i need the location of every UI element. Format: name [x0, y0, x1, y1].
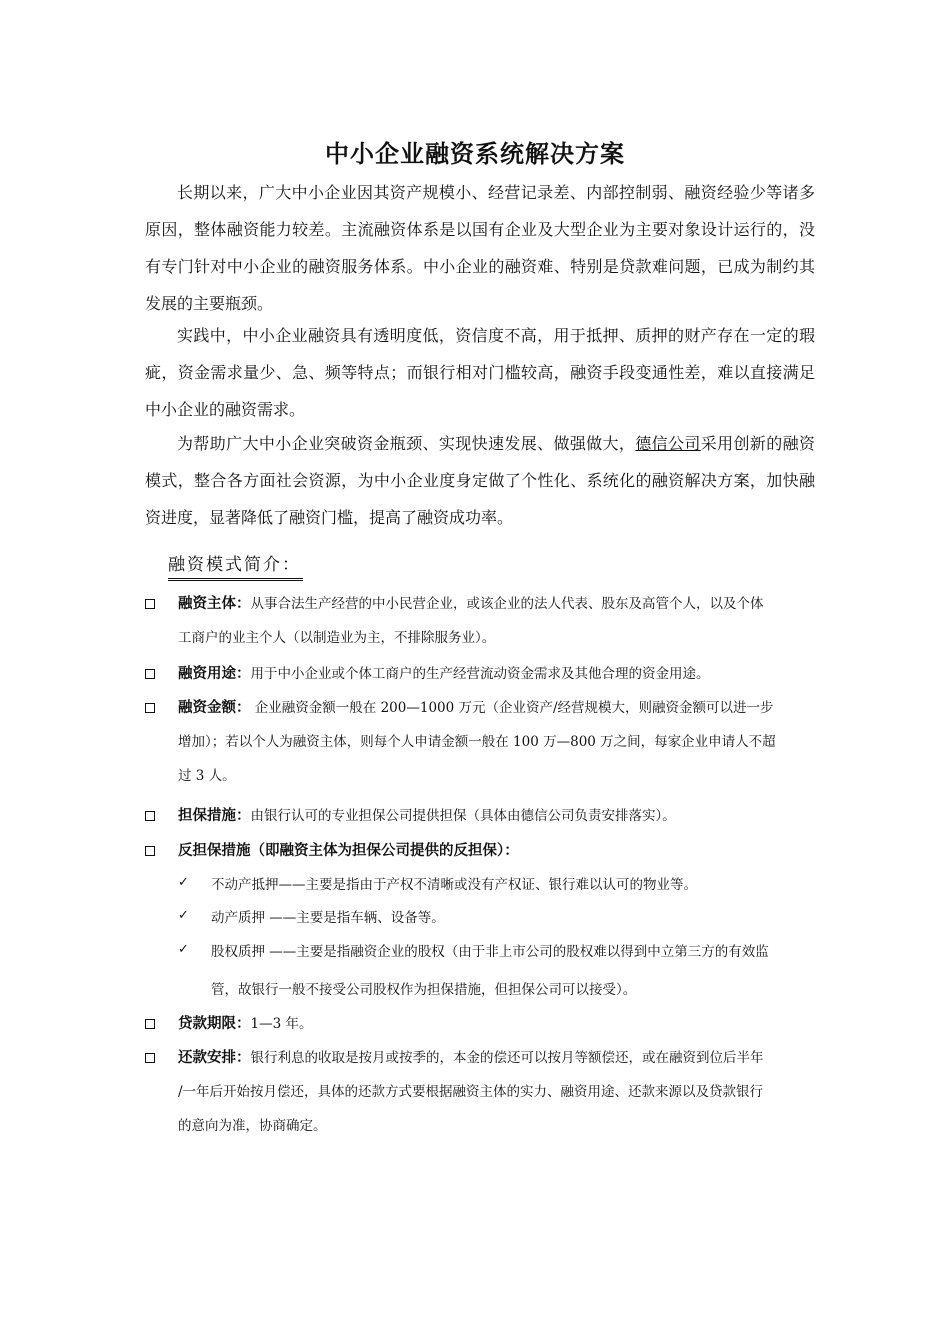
item-label: 融资金额： [178, 700, 251, 716]
item-text: 银行利息的收取是按月或按季的，本金的偿还可以按月等额偿还，或在融资到位后半年 [250, 1050, 764, 1066]
item-label: 担保措施： [178, 808, 251, 824]
item-text: 用于中小企业或个体工商户的生产经营流动资金需求及其他合理的资金用途。 [250, 666, 710, 682]
sub-item-real-estate-mortgage [178, 875, 815, 895]
item-text: 从事合法生产经营的中小民营企业，或该企业的法人代表、股东及高管个人，以及个体 [250, 596, 764, 612]
checkmark-icon: ✓ [178, 908, 189, 923]
checkbox-square-icon [145, 669, 155, 679]
item-text-continued-2: 过 3 人。 [178, 768, 236, 784]
list-item-repayment [145, 1048, 815, 1136]
checkmark-icon: ✓ [178, 875, 189, 890]
sub-item-movable-pledge [178, 908, 815, 928]
paragraph-3-text-a: 为帮助广大中小企业突破资金瓶颈、实现快速发展、做强做大， [177, 434, 636, 453]
list-item-counter-guarantee [145, 841, 815, 861]
paragraph-2: 实践中，中小企业融资具有透明度低，资信度不高，用于抵押、质押的财产存在一定的瑕疵，资金需求量少、急、频等特点；而银行相对门槛较高，融资手段变通性差，难以直接满足中小企业的融资需求。 [145, 326, 815, 419]
list-item-loan-term [145, 1014, 815, 1034]
paragraph-1: 长期以来，广大中小企业因其资产规模小、经营记录差、内部控制弱、融资经验少等诸多原因，整体融资能力较差。主流融资体系是以国有企业及大型企业为主要对象设计运行的，没有专门针对中小企业的融资服务体系。中小企业的融资难、特别是贷款难问题，已成为制约其发展的主要瓶颈。 [145, 183, 815, 313]
list-item-guarantee [145, 806, 815, 826]
item-text: 企业融资金额一般在 200—1000 万元（企业资产/经营规模大，则融资金额可以进一步 [250, 700, 774, 716]
item-text-continued: 工商户的业主个人（以制造业为主，不排除服务业）。 [178, 630, 496, 646]
paragraph-3 [145, 425, 815, 536]
item-label: 融资用途： [178, 666, 251, 682]
checkbox-square-icon [145, 846, 155, 856]
sub-item-text: 股权质押 ——主要是指融资企业的股权（由于非上市公司的股权难以得到中立第三方的有效监 [211, 944, 769, 960]
item-text-continued: /一年后开始按月偿还，具体的还款方式要根据融资主体的实力、融资用途、还款来源以及贷款银行 [178, 1084, 764, 1100]
paragraph-3-text-b: 采用创新的融资模式，整合各方面社会资源，为中小企业度身定做了个性化、系统化的融资解决方案，加快融资进度，显著降低了融资门槛，提高了融资成功率。 [145, 434, 815, 527]
sub-item-text: 不动产抵押——主要是指由于产权不清晰或没有产权证、银行难以认可的物业等。 [211, 877, 697, 893]
section-heading: 融资模式简介： [168, 552, 303, 581]
list-item-financing-use [145, 664, 815, 684]
checkbox-square-icon [145, 811, 155, 821]
list-item-financing-amount [145, 698, 815, 786]
checkbox-square-icon [145, 599, 155, 609]
item-text-continued: 增加）；若以个人为融资主体，则每个人申请金额一般在 100 万—800 万之间，每家企业申请人不超 [178, 734, 776, 750]
checkmark-icon: ✓ [178, 942, 189, 957]
item-text-continued-2: 的意向为准，协商确定。 [178, 1118, 327, 1134]
item-label: 反担保措施（即融资主体为担保公司提供的反担保）： [178, 843, 519, 859]
sub-item-text-continued: 管，故银行一般不接受公司股权作为担保措施，但担保公司可以接受）。 [211, 982, 637, 998]
company-link[interactable]: 德信公司 [635, 434, 701, 453]
item-text: 1—3 年。 [250, 1016, 313, 1032]
item-label: 贷款期限： [178, 1016, 251, 1032]
page-title: 中小企业融资系统解决方案 [325, 140, 625, 168]
item-label: 还款安排： [178, 1050, 251, 1066]
checkbox-square-icon [145, 1053, 155, 1063]
list-item-financing-subject [145, 594, 815, 648]
item-label: 融资主体： [178, 596, 251, 612]
sub-item-text: 动产质押 ——主要是指车辆、设备等。 [211, 910, 445, 926]
sub-item-equity-pledge [178, 942, 815, 1000]
checkbox-square-icon [145, 703, 155, 713]
item-text: 由银行认可的专业担保公司提供担保（具体由德信公司负责安排落实）。 [250, 808, 676, 824]
checkbox-square-icon [145, 1019, 155, 1029]
